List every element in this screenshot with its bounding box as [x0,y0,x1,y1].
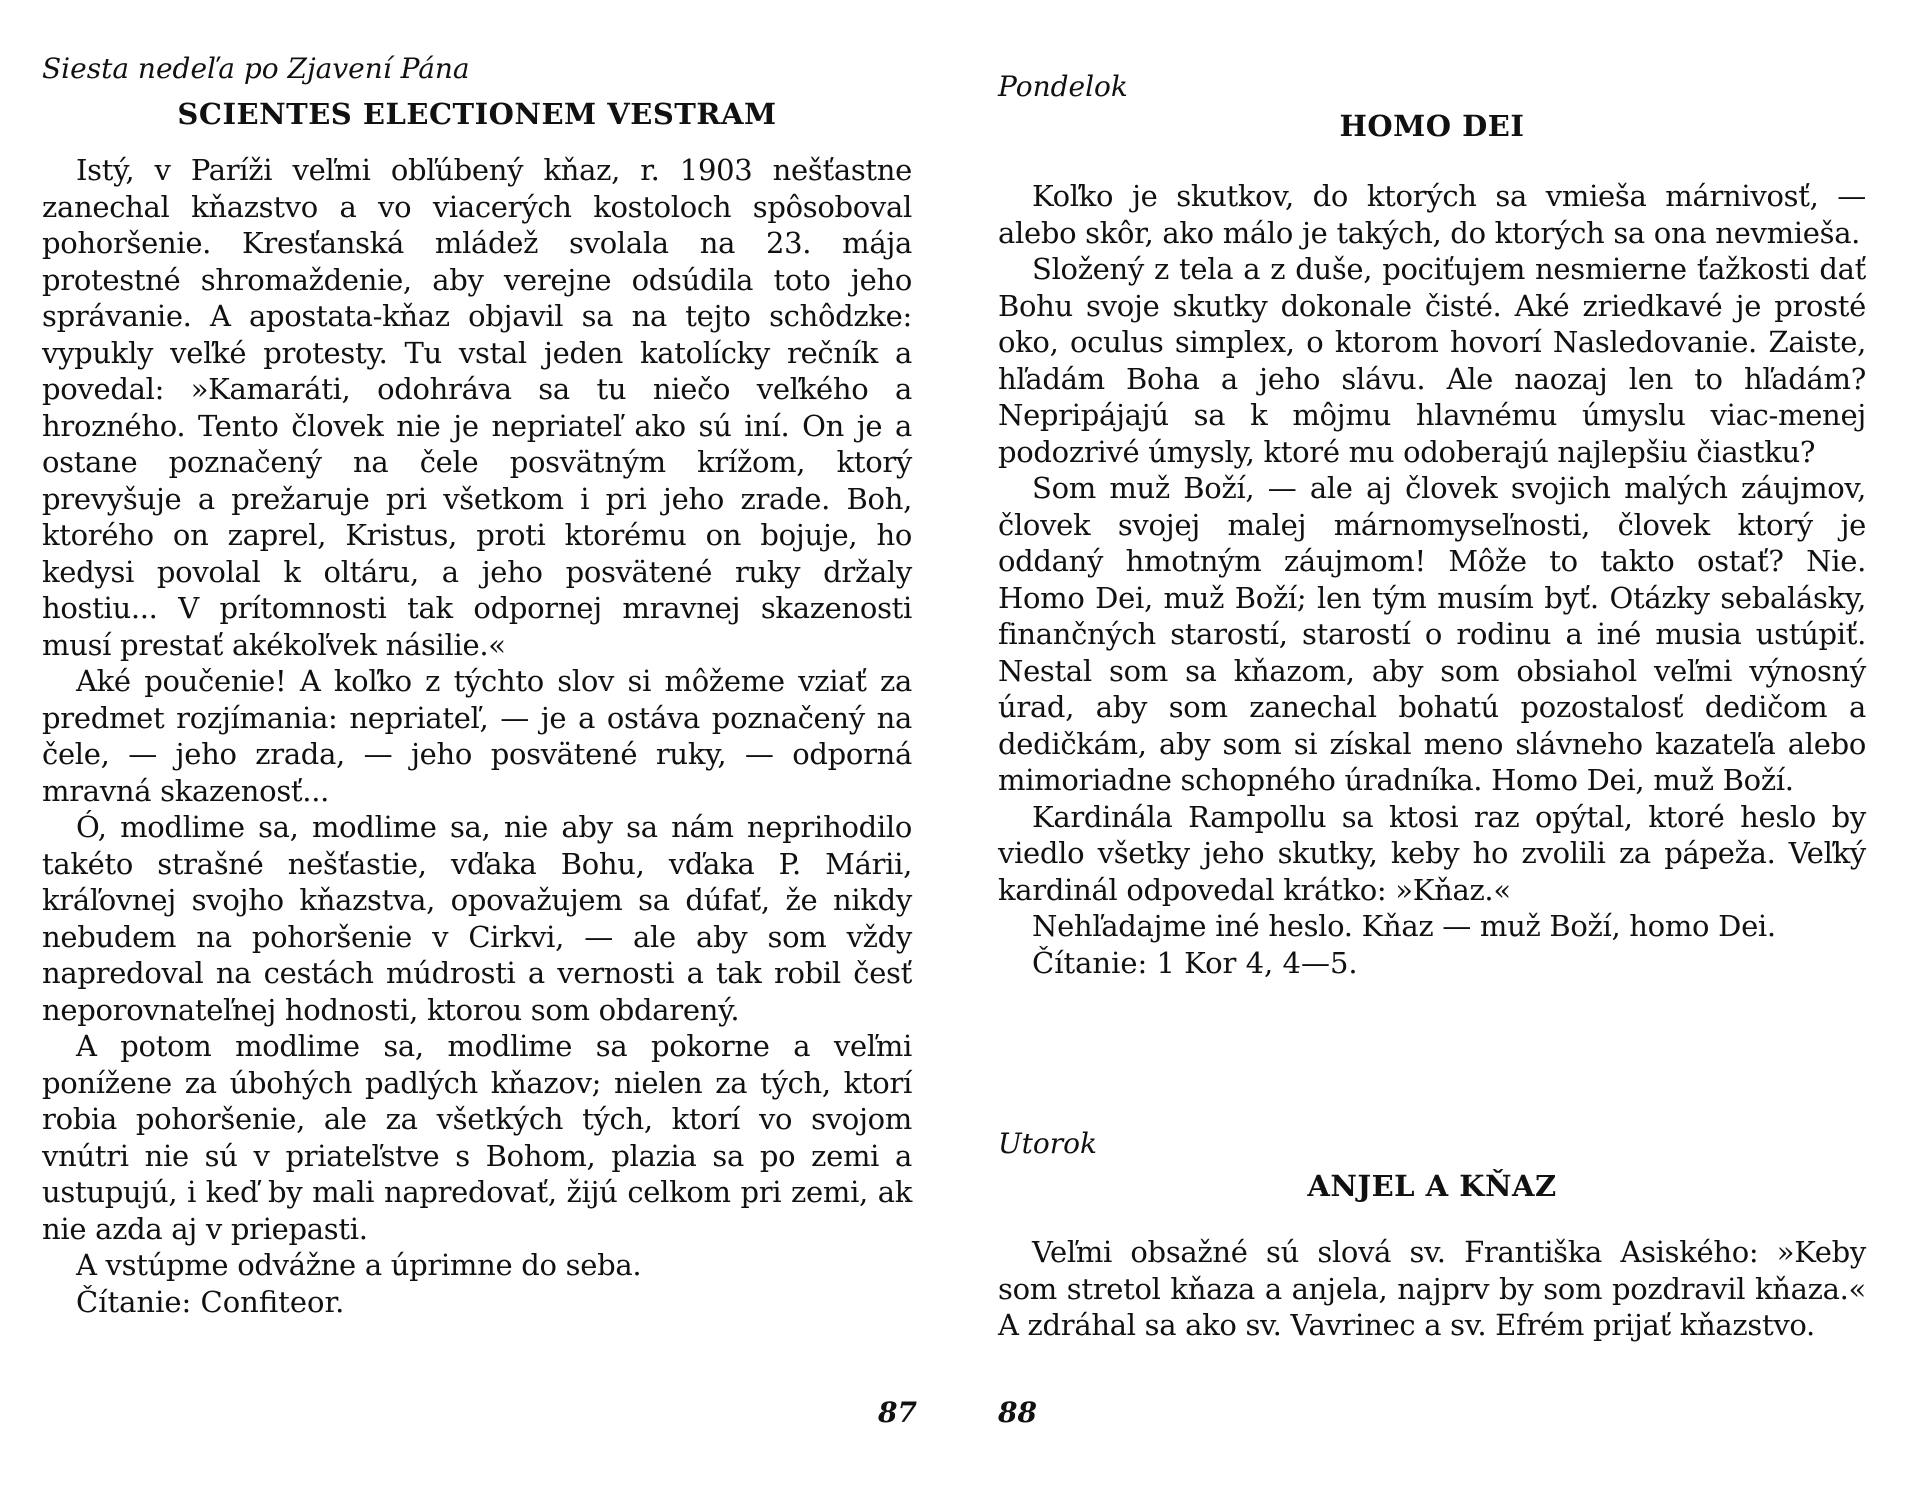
right-page-title-2: ANJEL A KŇAZ [1307,1169,1557,1203]
right-reading: Čítanie: 1 Kor 4, 4—5. [1032,945,1358,980]
right-paragraph-3: Som muž Boží, — ale aj človek svojich malých záujmov, človek svojej malej márnomyseľnosti, človek ktorý je oddaný hmotným záujmom! Môže to takto ostať? Nie. Homo Dei, muž Boží; len tým musím byť. Otázky sebalásky, finančných starostí, starostí o rodinu a iné musia ustúpiť. Nestal som sa kňazom, aby som obsiahol veľmi výnosný úrad, aby som zanechal bohatú pozostalosť dedičom a dedičkám, aby som si získal meno slávneho kazateľa alebo mimoriadne schopného úradníka. Homo Dei, muž Boží. [998,471,1866,797]
left-page [42,0,917,1500]
left-page-header: Siesta nedeľa po Zjavení Pána [42,52,470,85]
right-page-header-2: Utorok [998,1127,1097,1160]
left-reading: Čítanie: Confiteor. [76,1284,345,1319]
left-paragraph-3: Ó, modlime sa, modlime sa, nie aby sa nám neprihodilo takéto strašné nešťastie, vďaka Bohu, vďaka P. Márii, kráľovnej svojho kňazstva, opovažujem sa dúfať, že nikdy nebudem na pohoršenie v Cirkvi, — ale aby som vždy napredoval na cestách múdrosti a vernosti a tak robil česť neporovnateľnej hodnosti, ktorou som obdarený. [42,810,912,1027]
right-page-body-2 [998,1234,1866,1344]
right-paragraph-2: Složený z tela a z duše, pociťujem nesmierne ťažkosti dať Bohu svoje skutky dokonale čisté. Aké zriedkavé je prosté oko, oculus simplex, o ktorom hovorí Nasledovanie. Zaiste, hľadám Boha a jeho slávu. Ale naozaj len to hľadám? Nepripájajú sa k môjmu hlavnému úmyslu viac-menej podozrivé úmysly, ktoré mu odoberajú najlepšiu čiastku? [998,252,1866,469]
left-paragraph-2: Aké poučenie! A koľko z týchto slov si môžeme vziať za predmet rozjímania: nepriateľ, — je a ostáva poznačený na čele, — jeho zrada, — jeho posvätené ruky, — odporná mravná skazenosť... [42,664,912,808]
right-page [998,0,1866,1500]
right-paragraph-2-1: Veľmi obsažné sú slová sv. Františka Asiského: »Keby som stretol kňaza a anjela, najprv by som pozdravil kňaza.« A zdráhal sa ako sv. Vavrinec a sv. Efrém prijať kňazstvo. [998,1235,1866,1342]
right-paragraph-4: Kardinála Rampollu sa ktosi raz opýtal, ktoré heslo by viedlo všetky jeho skutky, keby ho zvolili za pápeža. Veľký kardinál odpovedal krátko: »Kňaz.« [998,799,1866,907]
left-paragraph-1: Istý, v Paríži veľmi obľúbený kňaz, r. 1903 nešťastne zanechal kňazstvo a vo viacerých kostoloch spôsoboval pohoršenie. Kresťanská mládež svolala na 23. mája protestné shromaždenie, aby verejne odsúdila toto jeho správanie. A apostata-kňaz objavil sa na tejto schôdzke: vypukly veľké protesty. Tu vstal jeden katolícky rečník a povedal: »Kamaráti, odohráva sa tu niečo veľkého a hrozného. Tento človek nie je nepriateľ ako sú iní. On je a ostane poznačený na čele posvätným krížom, ktorý prevyšuje a prežaruje pri všetkom i pri jeho zrade. Boh, ktorého on zaprel, Kristus, proti ktorému on bojuje, ho kedysi povolal k oltáru, a jeho posvätené ruky držaly hostiu... V prítomnosti tak odpornej mravnej skazenosti musí prestať akékoľvek násilie.« [42,153,912,662]
right-page-number: 88 [998,1396,1037,1429]
left-paragraph-4: A potom modlime sa, modlime sa pokorne a veľmi ponížene za úbohých padlých kňazov; nielen za tých, ktorí robia pohoršenie, ale za všetkých tých, ktorí vo svojom vnútri nie sú v priateľstve s Bohom, plazia sa po zemi a ustupujú, i keď by mali napredovať, žijú celkom pri zemi, ak nie azda aj v priepasti. [42,1029,912,1246]
right-paragraph-5: Nehľadajme iné heslo. Kňaz — muž Boží, homo Dei. [1032,909,1776,943]
left-page-body [42,152,912,1320]
left-page-title: SCIENTES ELECTIONEM VESTRAM [177,97,777,131]
right-page-title: HOMO DEI [1339,109,1525,143]
right-page-body [998,178,1866,981]
left-paragraph-5: A vstúpme odvážne a úprimne do seba. [76,1248,642,1282]
right-paragraph-1: Koľko je skutkov, do ktorých sa vmieša márnivosť, — alebo skôr, ako málo je takých, do ktorých sa ona nevmieša. [998,179,1866,250]
left-page-number: 87 [878,1396,917,1429]
right-page-header: Pondelok [998,70,1128,103]
